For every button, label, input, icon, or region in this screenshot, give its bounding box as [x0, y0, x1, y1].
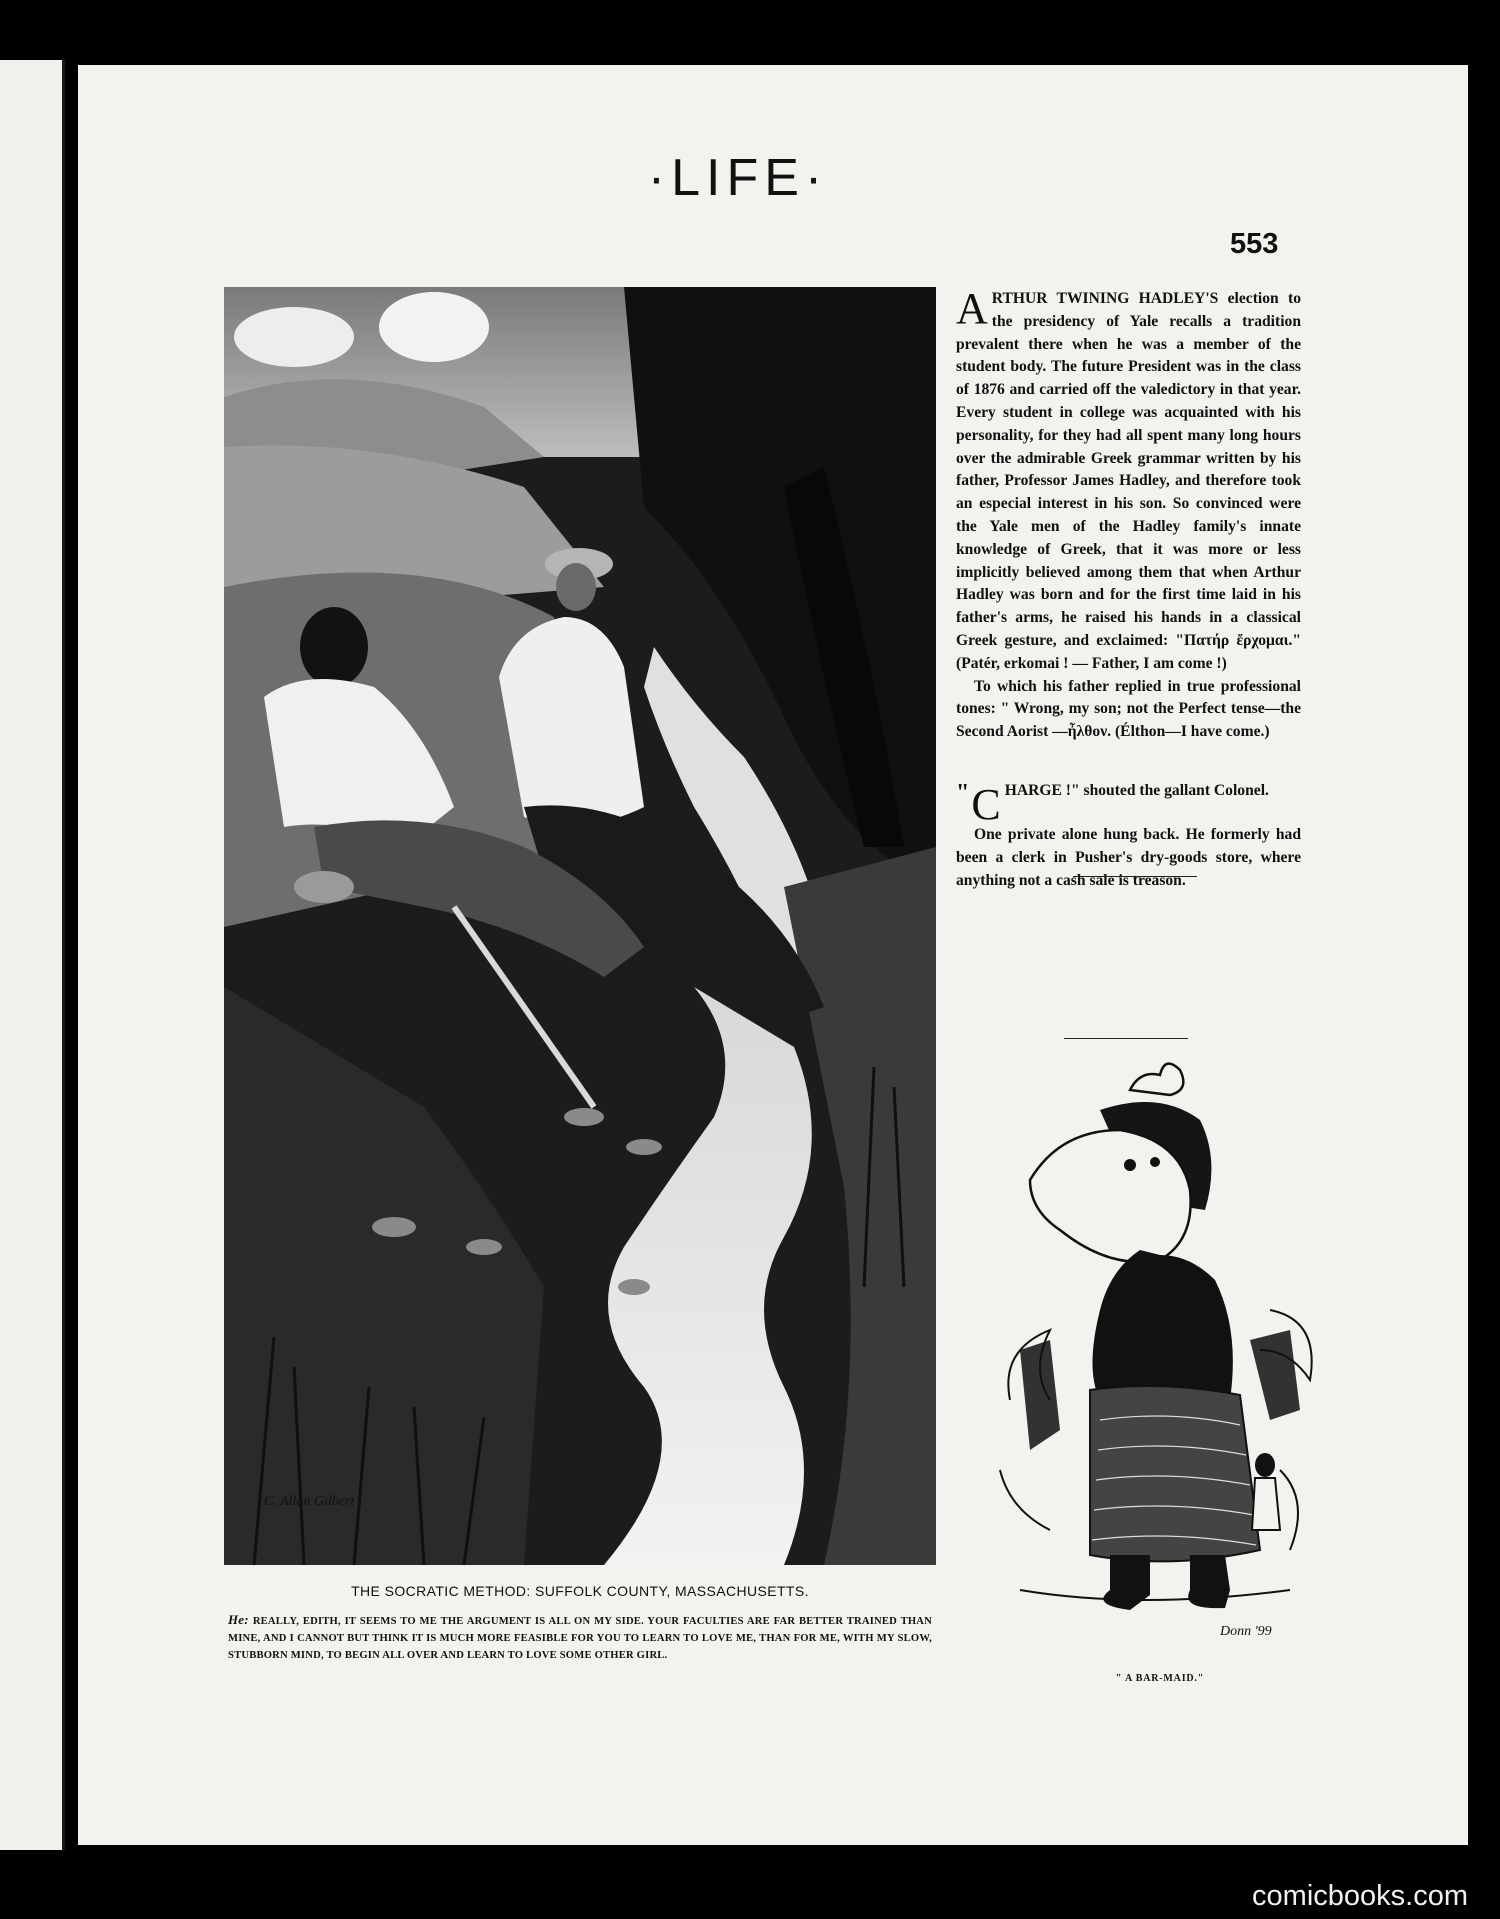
hadley-article-lead: RTHUR TWINING HADLEY'S	[991, 290, 1219, 307]
caption-speaker: He:	[228, 1612, 249, 1627]
spacer	[956, 744, 1301, 780]
illustration-caption-dialogue	[228, 1611, 932, 1664]
charge-article-body: One private alone hung back. He formerly had been a clerk in Pusher's dry-goods store, where anything not a cash sale is treason.	[956, 825, 1301, 889]
illustration-caption-title: THE SOCRATIC METHOD: SUFFOLK COUNTY, MASSACHUSETTS.	[351, 1583, 809, 1599]
socratic-method-illustration	[224, 287, 936, 1565]
charge-article-lead: HARGE !" shouted the gallant Colonel.	[1004, 781, 1269, 799]
text-column	[956, 284, 1301, 892]
article-divider	[1073, 876, 1197, 877]
bar-maid-cartoon	[990, 1050, 1330, 1640]
hadley-article-reply: To which his father replied in true professional tones: " Wrong, my son; not the Perfect tense—the Second Aorist —ἦλθον. (Élthon—I have come.)	[956, 677, 1301, 741]
cartoon-caption: " A BAR-MAID."	[1115, 1673, 1205, 1684]
svg-text:C. Allan Gilbert: C. Allan Gilbert	[264, 1494, 355, 1509]
hadley-article-body: election to the presidency of Yale recalls a tradition prevalent there when he was a member of the student body. The future President was in the class of 1876 and carried off the valedictory in that year. Every student in college was acquainted with his personality, for they had all spent many long hours over the admirable Greek grammar written by his father, Professor James Hadley, and therefore took an especial interest in his son. So convinced were the Yale men of the Hadley family's innate knowledge of Greek, that it was more or less implicitly believed among them that when Arthur Hadley was born and for the first time laid in his father's arms, he raised his hands in a classical Greek gesture, and exclaimed: "Πατήρ ἔρχομαι." (Patér, erkomai ! — Father, I am come !)	[956, 290, 1301, 672]
facing-page-edge	[0, 60, 65, 1850]
page-number: 553	[1230, 228, 1279, 260]
caption-dialogue-text: REALLY, EDITH, IT SEEMS TO ME THE ARGUMENT IS ALL ON MY SIDE. YOUR FACULTIES ARE FAR BETTER TRAINED THAN MINE, AND I CANNOT BUT THINK IT IS MUCH MORE FEASIBLE FOR YOU TO LEARN TO LOVE ME, THAN FOR ME, WITH MY SLOW, STUBBORN MIND, TO BEGIN ALL OVER AND LEARN TO LOVE SOME OTHER GIRL.	[228, 1616, 932, 1661]
charge-article	[956, 779, 1301, 829]
hadley-article	[956, 284, 1301, 676]
magazine-title: ·LIFE·	[647, 149, 829, 207]
svg-text:Donn '99: Donn '99	[1220, 1624, 1272, 1639]
charge-open-quote: "	[956, 779, 970, 806]
article-divider	[1064, 1038, 1188, 1039]
dropcap-a: A	[956, 284, 988, 333]
watermark-text: comicbooks.com	[1252, 1880, 1468, 1912]
dropcap-c: C	[971, 779, 1001, 829]
